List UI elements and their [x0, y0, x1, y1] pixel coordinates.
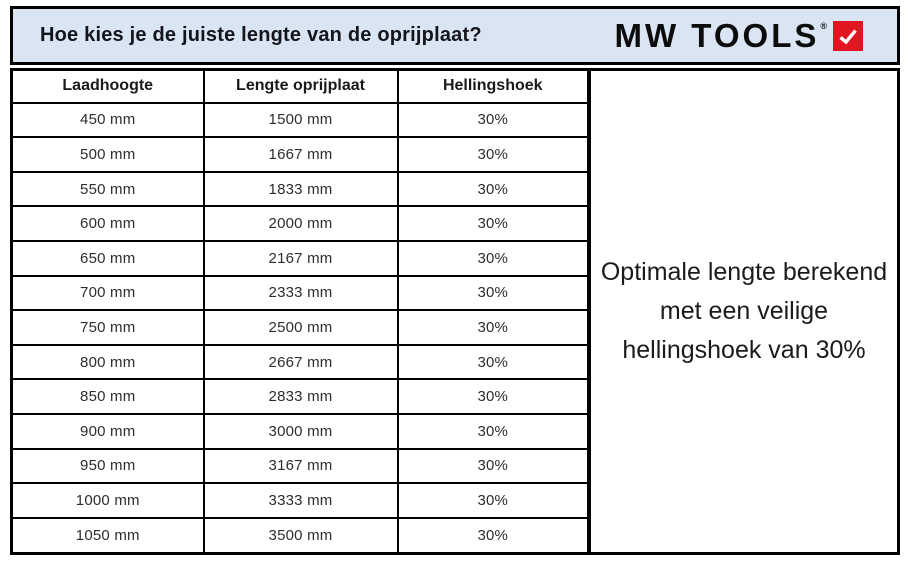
- cell-lengte: 3333 mm: [204, 483, 398, 518]
- cell-hellingshoek: 30%: [398, 103, 589, 138]
- cell-lengte: 1833 mm: [204, 172, 398, 207]
- cell-hellingshoek: 30%: [398, 449, 589, 484]
- cell-laadhoogte: 800 mm: [12, 345, 204, 380]
- table-row: [12, 379, 589, 414]
- cell-lengte: 2833 mm: [204, 379, 398, 414]
- cell-laadhoogte: 900 mm: [12, 414, 204, 449]
- table-row: [12, 103, 589, 138]
- cell-laadhoogte: 1050 mm: [12, 518, 204, 554]
- table-row: [12, 449, 589, 484]
- cell-hellingshoek: 30%: [398, 241, 589, 276]
- page-title: Hoe kies je de juiste lengte van de oprijplaat?: [40, 24, 482, 46]
- check-icon: [833, 21, 863, 51]
- content-area: [10, 68, 900, 555]
- cell-hellingshoek: 30%: [398, 345, 589, 380]
- cell-hellingshoek: 30%: [398, 379, 589, 414]
- cell-lengte: 2167 mm: [204, 241, 398, 276]
- cell-hellingshoek: 30%: [398, 137, 589, 172]
- cell-lengte: 2500 mm: [204, 310, 398, 345]
- cell-lengte: 3000 mm: [204, 414, 398, 449]
- note-line: hellingshoek van 30%: [622, 336, 866, 364]
- cell-laadhoogte: 600 mm: [12, 206, 204, 241]
- cell-laadhoogte: 950 mm: [12, 449, 204, 484]
- cell-hellingshoek: 30%: [398, 172, 589, 207]
- table-row: [12, 172, 589, 207]
- cell-laadhoogte: 450 mm: [12, 103, 204, 138]
- column-header-laadhoogte: Laadhoogte: [12, 70, 204, 103]
- table-header: [12, 70, 589, 103]
- cell-laadhoogte: 750 mm: [12, 310, 204, 345]
- table-row: [12, 310, 589, 345]
- cell-hellingshoek: 30%: [398, 276, 589, 311]
- table-row: [12, 414, 589, 449]
- cell-laadhoogte: 850 mm: [12, 379, 204, 414]
- cell-laadhoogte: 550 mm: [12, 172, 204, 207]
- cell-hellingshoek: 30%: [398, 414, 589, 449]
- mw-tools-logo: [614, 19, 863, 52]
- cell-lengte: 1667 mm: [204, 137, 398, 172]
- cell-lengte: 1500 mm: [204, 103, 398, 138]
- column-header-lengte-oprijplaat: Lengte oprijplaat: [204, 70, 398, 103]
- ramp-length-table: [10, 68, 590, 555]
- table-row: [12, 518, 589, 554]
- header-banner: [10, 6, 900, 65]
- logo-wordmark: MW TOOLS: [614, 17, 820, 54]
- cell-laadhoogte: 1000 mm: [12, 483, 204, 518]
- table-row: [12, 345, 589, 380]
- table-row: [12, 241, 589, 276]
- cell-lengte: 3500 mm: [204, 518, 398, 554]
- note-line: Optimale lengte berekend: [600, 258, 888, 286]
- cell-lengte: 2667 mm: [204, 345, 398, 380]
- table-row: [12, 483, 589, 518]
- cell-hellingshoek: 30%: [398, 483, 589, 518]
- cell-lengte: 2333 mm: [204, 276, 398, 311]
- note-panel: [588, 68, 900, 555]
- cell-laadhoogte: 700 mm: [12, 276, 204, 311]
- note-line: met een veilige: [659, 297, 829, 325]
- cell-laadhoogte: 500 mm: [12, 137, 204, 172]
- cell-hellingshoek: 30%: [398, 518, 589, 554]
- cell-hellingshoek: 30%: [398, 206, 589, 241]
- table-row: [12, 137, 589, 172]
- table-header-row: [12, 70, 589, 103]
- table-row: [12, 206, 589, 241]
- cell-hellingshoek: 30%: [398, 310, 589, 345]
- cell-lengte: 3167 mm: [204, 449, 398, 484]
- table-body: [12, 103, 589, 554]
- cell-laadhoogte: 650 mm: [12, 241, 204, 276]
- table-row: [12, 276, 589, 311]
- cell-lengte: 2000 mm: [204, 206, 398, 241]
- column-header-hellingshoek: Hellingshoek: [398, 70, 589, 103]
- registered-trademark-symbol: ®: [820, 21, 827, 31]
